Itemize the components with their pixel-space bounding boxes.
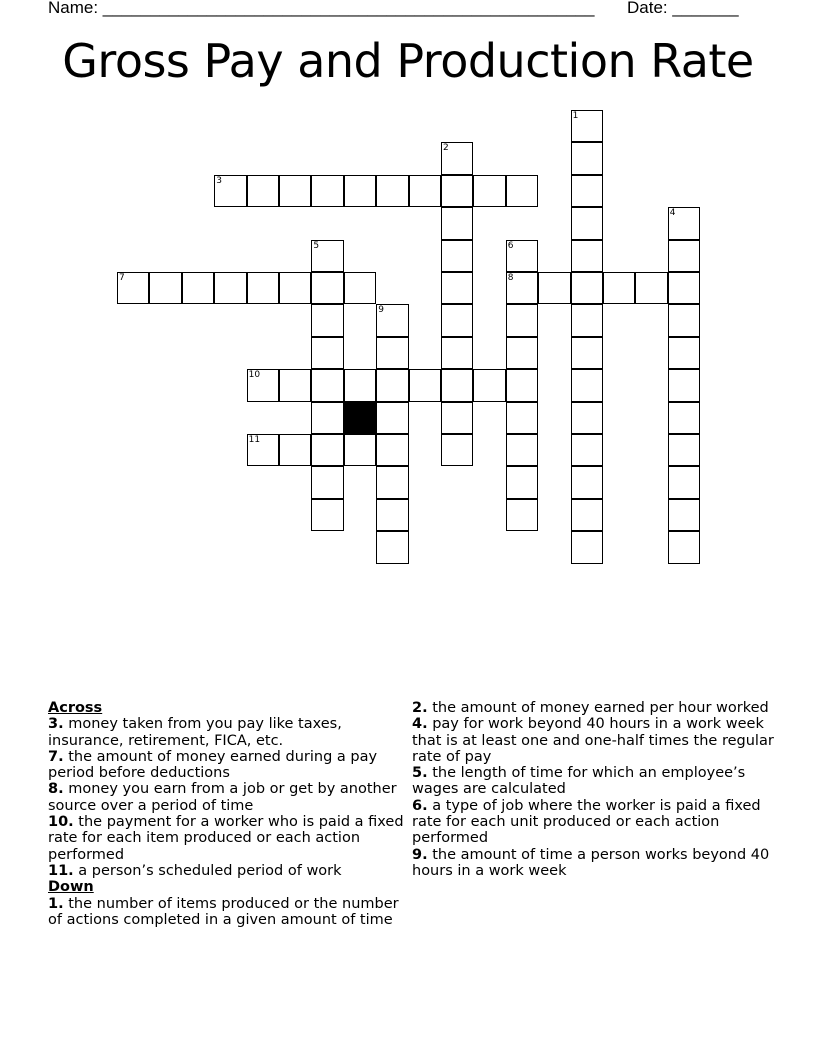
- grid-cell[interactable]: [571, 272, 603, 304]
- grid-cell[interactable]: [376, 499, 408, 531]
- grid-cell[interactable]: [571, 466, 603, 498]
- across-clue: [48, 781, 410, 814]
- down-clue: [412, 716, 774, 765]
- grid-cell[interactable]: [473, 369, 505, 401]
- grid-cell[interactable]: [571, 531, 603, 563]
- grid-cell[interactable]: [571, 110, 603, 142]
- down-clue: [412, 765, 774, 798]
- grid-cell[interactable]: [571, 142, 603, 174]
- grid-cell[interactable]: [668, 369, 700, 401]
- down-clue: [412, 847, 774, 880]
- grid-cell[interactable]: [441, 240, 473, 272]
- page-title: Gross Pay and Production Rate: [62, 34, 754, 88]
- grid-cell[interactable]: [441, 272, 473, 304]
- grid-cell[interactable]: [635, 272, 667, 304]
- across-clue: [48, 749, 410, 782]
- grid-cell[interactable]: [441, 337, 473, 369]
- grid-cell[interactable]: [344, 369, 376, 401]
- grid-cell[interactable]: [441, 142, 473, 174]
- grid-cell[interactable]: [247, 434, 279, 466]
- grid-cell[interactable]: [376, 466, 408, 498]
- grid-cell[interactable]: [506, 466, 538, 498]
- grid-cell[interactable]: [571, 499, 603, 531]
- grid-cell[interactable]: [311, 175, 343, 207]
- grid-cell[interactable]: [441, 175, 473, 207]
- clue-number: 5: [313, 240, 320, 251]
- clue-number-label: 6.: [412, 797, 428, 814]
- grid-cell[interactable]: [376, 434, 408, 466]
- grid-cell[interactable]: [506, 175, 538, 207]
- grid-cell[interactable]: [603, 272, 635, 304]
- clue-number: 10: [248, 370, 261, 381]
- grid-cell[interactable]: [668, 466, 700, 498]
- grid-cell[interactable]: [311, 337, 343, 369]
- grid-cell[interactable]: [311, 499, 343, 531]
- grid-cell[interactable]: [441, 434, 473, 466]
- grid-cell[interactable]: [506, 434, 538, 466]
- clue-text: the amount of time a person works beyond 40 hours in a work week: [412, 846, 770, 879]
- clue-number: 3: [216, 175, 222, 186]
- grid-cell[interactable]: [409, 369, 441, 401]
- grid-cell[interactable]: [506, 337, 538, 369]
- grid-cell[interactable]: [571, 207, 603, 239]
- down-heading: Down: [48, 879, 94, 896]
- down-clue-list-left: [48, 896, 410, 929]
- clue-number-label: 9.: [412, 846, 428, 863]
- clue-number: 2: [443, 143, 449, 154]
- grid-cell[interactable]: [571, 175, 603, 207]
- grid-cell[interactable]: [668, 207, 700, 239]
- clue-number-label: 7.: [48, 748, 64, 765]
- clue-text: the amount of money earned during a pay period before deductions: [48, 748, 378, 782]
- clue-text: a person’s scheduled period of work: [73, 862, 342, 879]
- name-field: Name: ____________________________________________________: [48, 0, 595, 17]
- grid-cell[interactable]: [344, 272, 376, 304]
- grid-cell[interactable]: [668, 402, 700, 434]
- clue-number: 8: [507, 273, 514, 283]
- clue-number: 4: [669, 208, 676, 219]
- grid-cell[interactable]: [344, 175, 376, 207]
- grid-cell[interactable]: [247, 175, 279, 207]
- down-clue: [48, 896, 410, 929]
- grid-cell[interactable]: [247, 272, 279, 304]
- grid-cell[interactable]: [571, 434, 603, 466]
- grid-cell[interactable]: [182, 272, 214, 304]
- down-clue-list-right: [412, 700, 774, 879]
- clue-number-label: 11.: [48, 862, 74, 879]
- grid-cell[interactable]: [668, 499, 700, 531]
- grid-cell[interactable]: [506, 304, 538, 336]
- grid-cell[interactable]: [311, 434, 343, 466]
- grid-cell[interactable]: [311, 272, 343, 304]
- grid-cell[interactable]: [376, 402, 408, 434]
- clue-number: 1: [572, 111, 579, 121]
- grid-cell[interactable]: [473, 175, 505, 207]
- clue-text: pay for work beyond 40 hours in a work week that is at least one and one-half times the regular rate of pay: [412, 716, 774, 765]
- clue-text: the amount of money earned per hour worked: [427, 700, 769, 716]
- across-heading: Across: [48, 700, 103, 716]
- grid-cell[interactable]: [571, 240, 603, 272]
- down-clue: [412, 798, 774, 847]
- date-field: Date: _______: [627, 0, 739, 17]
- grid-cell[interactable]: [506, 499, 538, 531]
- grid-cell[interactable]: [538, 272, 570, 304]
- grid-cell[interactable]: [409, 175, 441, 207]
- grid-cell[interactable]: [506, 240, 538, 272]
- grid-cell[interactable]: [506, 402, 538, 434]
- clue-number-label: 2.: [412, 700, 428, 716]
- grid-cell[interactable]: [376, 337, 408, 369]
- grid-cell[interactable]: [279, 272, 311, 304]
- clue-number: 7: [119, 273, 125, 283]
- grid-cell[interactable]: [311, 304, 343, 336]
- grid-cell[interactable]: [668, 337, 700, 369]
- clue-text: the payment for a worker who is paid a fixed rate for each item produced or each action performed: [48, 814, 404, 863]
- clue-number-label: 5.: [412, 765, 428, 782]
- grid-cell[interactable]: [376, 531, 408, 563]
- clue-number-label: 1.: [48, 895, 64, 912]
- grid-cell[interactable]: [279, 369, 311, 401]
- grid-cell[interactable]: [311, 466, 343, 498]
- grid-cell[interactable]: [117, 272, 149, 304]
- grid-cell[interactable]: [506, 272, 538, 304]
- clue-number-label: 4.: [412, 716, 428, 733]
- grid-cell[interactable]: [441, 207, 473, 239]
- grid-cell[interactable]: [214, 175, 246, 207]
- grid-cell[interactable]: [311, 402, 343, 434]
- black-square: [344, 402, 376, 434]
- grid-cell[interactable]: [311, 369, 343, 401]
- down-clue: [412, 700, 774, 716]
- clue-text: money you earn from a job or get by another source over a period of time: [48, 781, 397, 814]
- grid-cell[interactable]: [376, 304, 408, 336]
- across-clue: [48, 863, 410, 879]
- grid-cell[interactable]: [344, 434, 376, 466]
- clues-left-column: [48, 700, 410, 928]
- grid-cell[interactable]: [668, 434, 700, 466]
- grid-cell[interactable]: [441, 369, 473, 401]
- grid-cell[interactable]: [247, 369, 279, 401]
- grid-cell[interactable]: [311, 240, 343, 272]
- grid-cell[interactable]: [668, 531, 700, 563]
- across-clue: [48, 716, 410, 749]
- clue-number-label: 3.: [48, 716, 64, 733]
- grid-cell[interactable]: [279, 434, 311, 466]
- grid-cell[interactable]: [376, 175, 408, 207]
- grid-cell[interactable]: [571, 304, 603, 336]
- grid-cell[interactable]: [571, 337, 603, 369]
- grid-cell[interactable]: [571, 369, 603, 401]
- clue-number: 6: [507, 240, 514, 251]
- grid-cell[interactable]: [571, 402, 603, 434]
- clue-text: money taken from you pay like taxes, insurance, retirement, FICA, etc.: [48, 716, 342, 749]
- clue-text: the number of items produced or the number of actions completed in a given amount of time: [48, 895, 399, 928]
- clue-number: 11: [248, 435, 261, 445]
- clue-number-label: 8.: [48, 781, 64, 798]
- grid-cell[interactable]: [214, 272, 246, 304]
- grid-cell[interactable]: [376, 369, 408, 401]
- grid-cell[interactable]: [668, 304, 700, 336]
- clues-right-column: [412, 700, 774, 879]
- clue-number: 9: [378, 305, 384, 316]
- grid-cell[interactable]: [441, 304, 473, 336]
- clue-text: the length of time for which an employee’s wages are calculated: [412, 765, 746, 798]
- across-clue: [48, 814, 410, 863]
- grid-cell[interactable]: [668, 272, 700, 304]
- clue-text: a type of job where the worker is paid a fixed rate for each unit produced or each action performed: [412, 797, 761, 847]
- grid-cell[interactable]: [506, 369, 538, 401]
- grid-cell[interactable]: [441, 402, 473, 434]
- across-clue-list: [48, 716, 410, 879]
- grid-cell[interactable]: [668, 240, 700, 272]
- grid-cell[interactable]: [279, 175, 311, 207]
- clue-number-label: 10.: [48, 814, 74, 831]
- grid-cell[interactable]: [149, 272, 181, 304]
